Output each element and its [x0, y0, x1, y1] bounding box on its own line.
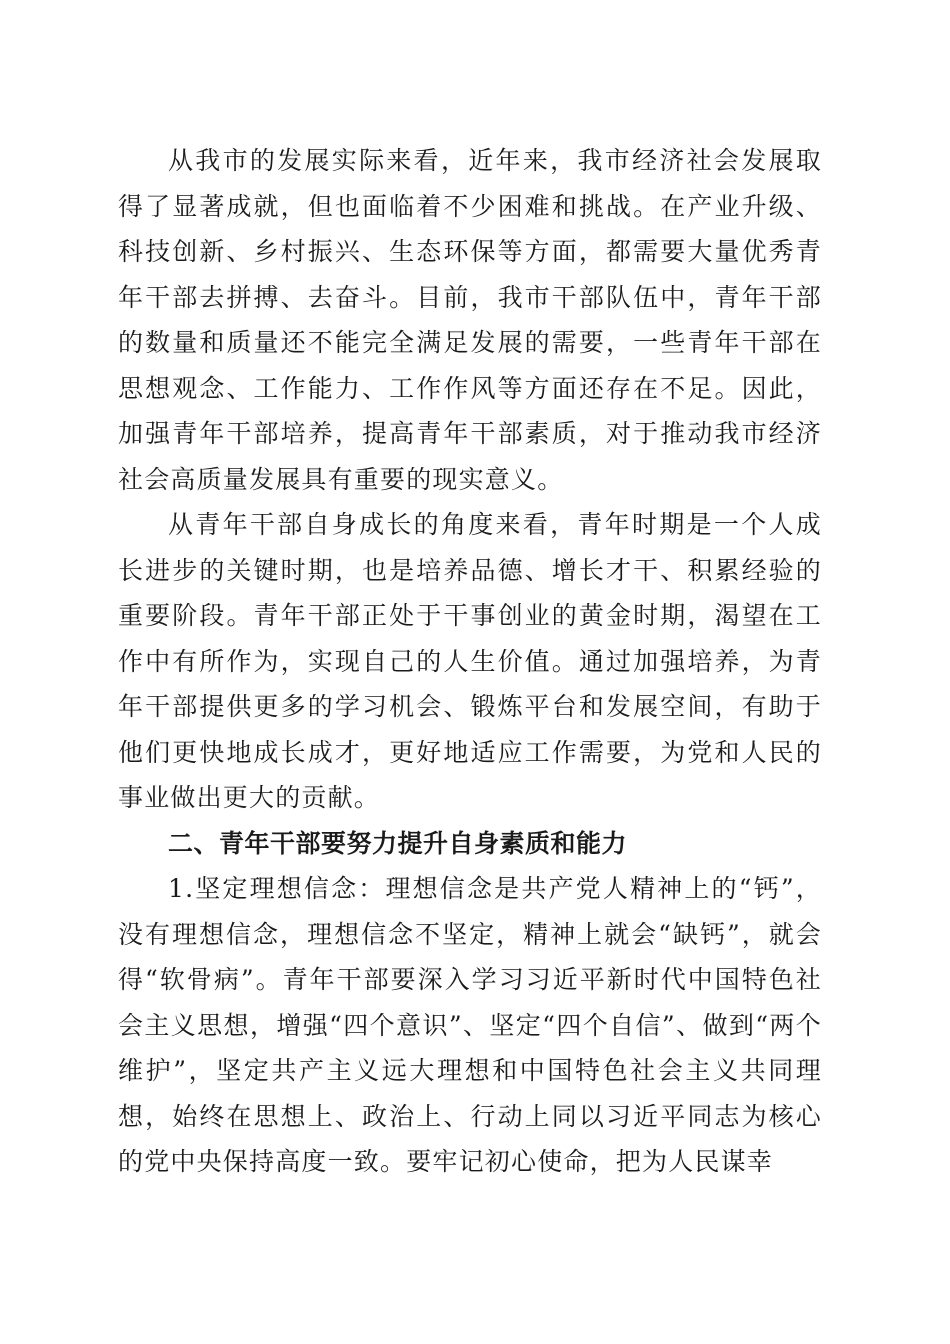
paragraph-city-development: 从我市的发展实际来看，近年来，我市经济社会发展取得了显著成就，但也面临着不少困难和挑战。在产业升级、科技创新、乡村振兴、生态环保等方面，都需要大量优秀青年干部去拼搏、去奋斗。目前，我市干部队伍中，青年干部的数量和质量还不能完全满足发展的需要，一些青年干部在思想观念、工作能力、工作作风等方面还存在不足。因此，加强青年干部培养，提高青年干部素质，对于推动我市经济社会高质量发展具有重要的现实意义。 [118, 146, 822, 494]
section-heading: 二、青年干部要努力提升自身素质和能力 [168, 828, 628, 858]
paragraph-point-1-ideals: 1.坚定理想信念：理想信念是共产党人精神上的“钙”，没有理想信念，理想信念不坚定，精神上就会“缺钙”，就会得“软骨病”。青年干部要深入学习习近平新时代中国特色社会主义思想，增强“四个意识”、坚定“四个自信”、做到“两个维护”，坚定共产主义远大理想和中国特色社会主义共同理想，始终在思想上、政治上、行动上同以习近平同志为核心的党中央保持高度一致。要牢记初心使命，把为人民谋幸 [118, 874, 822, 1176]
paragraph-personal-growth: 从青年干部自身成长的角度来看，青年时期是一个人成长进步的关键时期，也是培养品德、增长才干、积累经验的重要阶段。青年干部正处于干事创业的黄金时期，渴望在工作中有所作为，实现自己的人生价值。通过加强培养，为青年干部提供更多的学习机会、锻炼平台和发展空间，有助于他们更快地成长成才，更好地适应工作需要，为党和人民的事业做出更大的贡献。 [118, 510, 822, 812]
document-body [118, 138, 822, 1185]
